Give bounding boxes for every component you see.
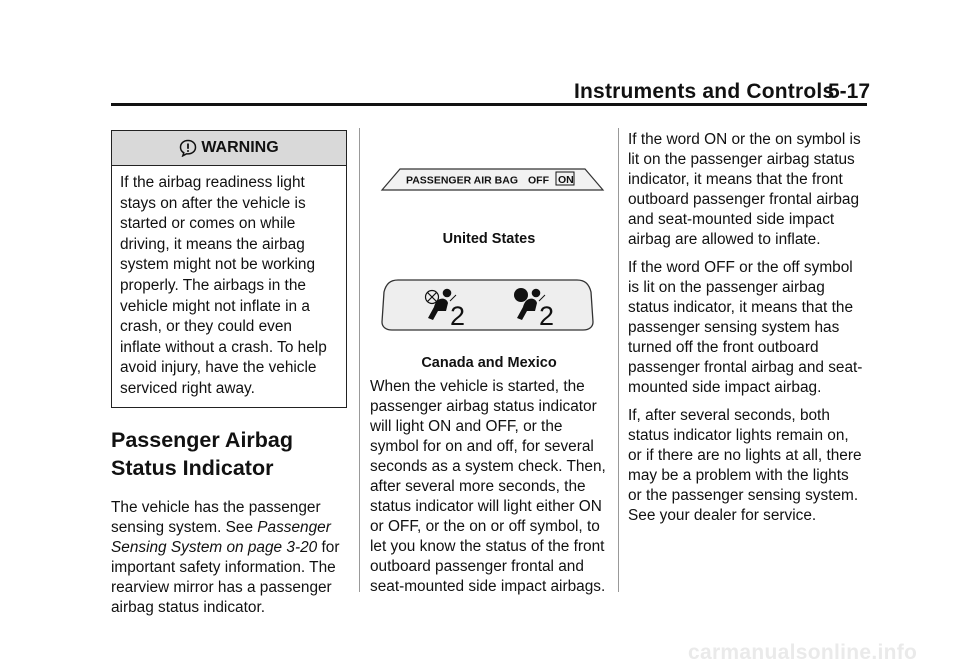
warning-title: WARNING: [201, 139, 279, 156]
airbag-on-number: 2: [539, 301, 555, 331]
column-right: [628, 130, 866, 534]
section-intro: [111, 498, 349, 618]
us-indicator-label: PASSENGER AIR BAG: [406, 174, 519, 187]
cross-reference-link[interactable]: Passenger Sensing System on page 3-20: [111, 518, 331, 556]
us-indicator-on: ON: [558, 174, 574, 186]
canada-indicator-figure: [380, 278, 595, 338]
warning-box: [111, 130, 347, 408]
watermark: carmanualsonline.info: [688, 641, 918, 664]
paragraph-problem: If, after several seconds, both status indicator lights remain on, or if there are no lights at all, there may be a problem with the lights or the passenger sensing system. See your dealer for service.: [628, 407, 862, 524]
intro-text-after: for important safety information. The rearview mirror has a passenger airbag status indicator.: [111, 538, 340, 616]
column-middle-text: [370, 377, 610, 597]
us-indicator-off: OFF: [528, 174, 549, 187]
airbag-off-number: 2: [450, 301, 466, 331]
paragraph-system-check: When the vehicle is started, the passenger airbag status indicator will light ON and OFF, or the symbol for on and off, for several seconds as a system check. Then, after several more seconds, the status indicator will light either ON or OFF, or the on or off symbol, to let you know the status of the front outboard passenger frontal and seat-mounted side impact airbags.: [370, 378, 606, 595]
column-divider-right: [618, 128, 619, 592]
column-divider-left: [359, 128, 360, 592]
us-indicator-figure: [380, 166, 605, 199]
paragraph-off-status: If the word OFF or the off symbol is lit on the passenger airbag status indicator, it means that the passenger sensing system has turned off the front outboard passenger frontal airbag and seat-mounted side impact airbag.: [628, 259, 863, 396]
warning-header: [112, 131, 346, 166]
figure-caption-canada: Canada and Mexico: [421, 355, 557, 371]
paragraph-on-status: If the word ON or the on symbol is lit on the passenger airbag status indicator, it means that the front outboard passenger frontal airbag and seat-mounted side impact airbag are allowed to inflate.: [628, 131, 861, 248]
section-title: Passenger Airbag Status Indicator: [111, 427, 294, 480]
page-header-title: Instruments and Controls: [574, 80, 835, 103]
warning-text: If the airbag readiness light stays on after the vehicle is started or comes on while driving, it means the airbag system might not be working properly. The airbags in the vehicle might not inflate in a crash, or they could even inflate without a crash. To help avoid injury, have the vehicle serviced right away.: [120, 174, 327, 397]
intro-text-before: The vehicle has the passenger sensing system. See: [111, 498, 321, 536]
warning-exclamation-icon: [179, 139, 197, 157]
figure-caption-us: United States: [442, 231, 536, 247]
header-rule: [111, 103, 867, 106]
page-number: 5-17: [828, 80, 871, 103]
column-left: [111, 130, 349, 626]
